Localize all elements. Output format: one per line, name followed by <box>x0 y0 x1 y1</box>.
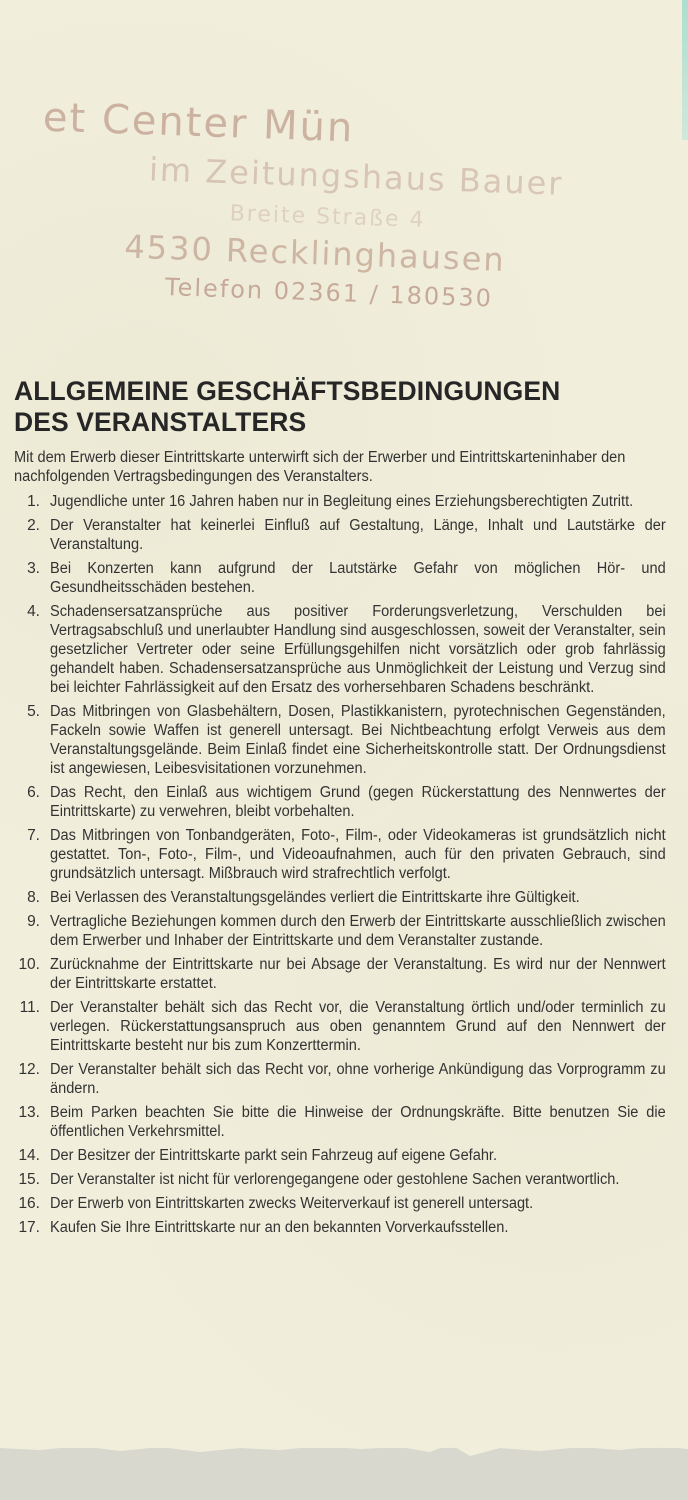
term-text: Der Besitzer der Eintrittskarte parkt sein Fahrzeug auf eigene Gefahr. <box>50 1147 498 1164</box>
terms-intro: Mit dem Erwerb dieser Eintrittskarte unterwirft sich der Erwerber und Eintrittskarteninhaber den nachfolgenden Vertragsbedingungen des Veranstalters. <box>14 449 626 485</box>
stamp-line-1: et Center Mün <box>42 94 356 152</box>
term-item <box>14 888 664 907</box>
term-item <box>14 1146 664 1165</box>
term-item <box>14 602 664 697</box>
term-text: Das Mitbringen von Tonbandgeräten, Foto-, Film-, oder Videokameras ist grundsätzlich nicht gestattet. Ton-, Foto-, Film-, und Videoaufnahmen, auch für den privaten Gebrauch, sind grundsätzlich untersagt. Mißbrauch wird strafrechtlich verfolgt. <box>50 827 666 882</box>
term-item <box>14 783 664 821</box>
term-text: Der Erwerb von Eintrittskarten zwecks Weiterverkauf ist generell untersagt. <box>50 1195 534 1212</box>
term-number: 13. <box>18 1104 40 1121</box>
term-number: 8. <box>27 889 40 906</box>
stamp-line-5: Telefon 02361 / 180530 <box>164 273 494 313</box>
term-number: 6. <box>27 784 40 801</box>
term-text: Bei Konzerten kann aufgrund der Lautstärke Gefahr von möglichen Hör- und Gesundheitsschäden bestehen. <box>50 560 666 596</box>
term-item <box>14 559 664 597</box>
terms-title-line-1: ALLGEMEINE GESCHÄFTSBEDINGUNGEN <box>14 376 561 406</box>
term-text: Der Veranstalter behält sich das Recht vor, die Veranstaltung örtlich und/oder terminlich zu verlegen. Rückerstattungsanspruch aus oben genanntem Grund auf den Nennwert der Eintrittskarte besteht nur bis zum Konzerttermin. <box>50 999 666 1054</box>
term-text: Der Veranstalter ist nicht für verlorengegangene oder gestohlene Sachen verantwortlich. <box>50 1171 620 1188</box>
term-item <box>14 1103 664 1141</box>
term-item <box>14 1170 664 1189</box>
term-number: 2. <box>27 517 40 534</box>
stamp-line-3: Breite Straße 4 <box>229 201 426 234</box>
term-number: 7. <box>27 827 40 844</box>
term-number: 4. <box>27 603 40 620</box>
term-item <box>14 516 664 554</box>
term-item <box>14 826 664 883</box>
term-number: 15. <box>18 1171 40 1188</box>
terms-title <box>14 376 664 438</box>
term-item <box>14 492 664 511</box>
term-item <box>14 998 664 1055</box>
term-number: 3. <box>27 560 40 577</box>
term-item <box>14 912 664 950</box>
term-text: Das Recht, den Einlaß aus wichtigem Grund (gegen Rückerstattung des Nennwertes der Eintrittskarte) zu verwehren, bleibt vorbehalten. <box>50 784 666 820</box>
term-item <box>14 702 664 778</box>
term-text: Beim Parken beachten Sie bitte die Hinweise der Ordnungskräfte. Bitte benutzen Sie die öffentlichen Verkehrsmittel. <box>50 1104 666 1140</box>
term-number: 16. <box>18 1195 40 1212</box>
torn-edge <box>0 1440 688 1500</box>
terms-title-line-2: DES VERANSTALTERS <box>14 407 307 437</box>
term-text: Schadensersatzansprüche aus positiver Forderungsverletzung, Verschulden bei Vertragsabschluß und unerlaubter Handlung sind ausgeschlossen, soweit der Veranstalter, sein gesetzlicher Vertreter oder seine Erfüllungsgehilfen nicht vorsätzlich oder grob fahrlässig gehandelt haben. Schadensersatzansprüche aus Unmöglichkeit der Leistung und Verzug sind bei leichter Fahrlässigkeit auf den Ersatz des vorhersehbaren Schadens beschränkt. <box>50 603 666 696</box>
term-number: 11. <box>19 999 40 1016</box>
term-text: Das Mitbringen von Glasbehältern, Dosen, Plastikkanistern, pyrotechnischen Gegenständen, Fackeln sowie Waffen ist generell untersagt. Bei Nichtbeachtung erfolgt Verweis aus dem Veranstaltungsgelände. Beim Einlaß findet eine Sicherheitskontrolle statt. Der Ordnungsdienst ist angewiesen, Leibesvisitationen vorzunehmen. <box>50 703 666 777</box>
term-number: 1. <box>27 493 40 510</box>
term-text: Zurücknahme der Eintrittskarte nur bei Absage der Veranstaltung. Es wird nur der Nennwert der Eintrittskarte erstattet. <box>50 956 666 992</box>
terms-section <box>14 376 664 1242</box>
stamp-line-4: 4530 Recklinghausen <box>123 227 507 279</box>
term-number: 14. <box>18 1147 40 1164</box>
term-number: 12. <box>18 1061 40 1078</box>
term-text: Der Veranstalter hat keinerlei Einfluß auf Gestaltung, Länge, Inhalt und Lautstärke der Veranstaltung. <box>50 517 666 553</box>
term-number: 17. <box>18 1219 40 1236</box>
term-item <box>14 1060 664 1098</box>
stamp-line-2: im Zeitungshaus Bauer <box>148 150 565 203</box>
term-item <box>14 1194 664 1213</box>
term-item <box>14 1218 664 1237</box>
term-item <box>14 955 664 993</box>
ticket-edge-strip <box>682 0 688 140</box>
term-text: Jugendliche unter 16 Jahren haben nur in Begleitung eines Erziehungsberechtigten Zutritt. <box>50 493 634 510</box>
term-text: Kaufen Sie Ihre Eintrittskarte nur an den bekannten Vorverkaufsstellen. <box>50 1219 509 1236</box>
term-number: 10. <box>18 956 40 973</box>
term-number: 5. <box>27 703 40 720</box>
term-text: Bei Verlassen des Veranstaltungsgeländes verliert die Eintrittskarte ihre Gültigkeit. <box>50 889 580 906</box>
term-number: 9. <box>27 913 40 930</box>
term-text: Vertragliche Beziehungen kommen durch den Erwerb der Eintrittskarte ausschließlich zwischen dem Erwerber und Inhaber der Eintrittskarte und dem Veranstalter zustande. <box>50 913 666 949</box>
term-text: Der Veranstalter behält sich das Recht vor, ohne vorherige Ankündigung das Vorprogramm zu ändern. <box>50 1061 666 1097</box>
vendor-stamp <box>26 86 593 325</box>
terms-list <box>14 492 664 1237</box>
